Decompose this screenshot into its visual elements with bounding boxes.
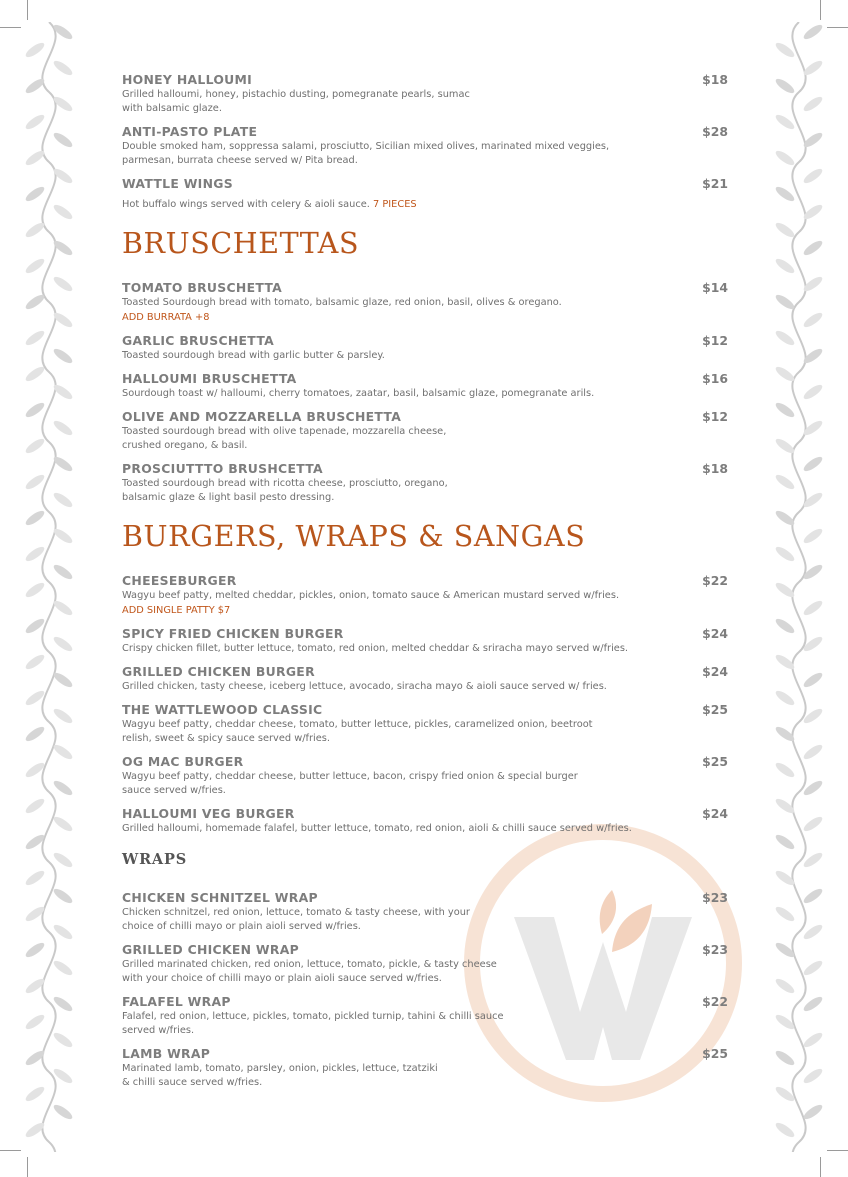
menu-item-price: $24 (702, 806, 728, 821)
top-items-list (122, 72, 728, 212)
menu-item-name: TOMATO BRUSCHETTA (122, 280, 283, 295)
vine-leaf (774, 184, 797, 203)
menu-item-name: GRILLED CHICKEN WRAP (122, 942, 299, 957)
vine-leaf (24, 184, 47, 203)
menu-item (122, 333, 728, 363)
vine-leaf (52, 1102, 75, 1121)
menu-item-header (122, 573, 728, 589)
menu-item-name: GARLIC BRUSCHETTA (122, 333, 275, 348)
menu-item (122, 702, 728, 746)
menu-item-description (122, 1010, 728, 1038)
vine-leaf (802, 454, 825, 473)
vine-leaf (52, 58, 75, 77)
menu-item-header (122, 890, 728, 906)
vine-leaf (774, 328, 797, 347)
menu-item-name: THE WATTLEWOOD CLASSIC (122, 702, 323, 717)
menu-item-description-text: Toasted Sourdough bread with tomato, balsamic glaze, red onion, basil, olives & oregano. (122, 297, 562, 308)
vine-leaf (774, 760, 797, 779)
vine-leaf (802, 1102, 825, 1121)
menu-item (122, 371, 728, 401)
menu-item (122, 994, 728, 1038)
vine-leaf (802, 382, 825, 401)
menu-item-header (122, 124, 728, 140)
menu-item-price: $18 (702, 72, 728, 87)
menu-item-price: $25 (702, 1046, 728, 1061)
menu-item-header (122, 409, 728, 425)
vine-leaf (802, 94, 825, 113)
menu-item-name: CHICKEN SCHNITZEL WRAP (122, 890, 318, 905)
menu-item-description-text: Sourdough toast w/ halloumi, cherry tomatoes, zaatar, basil, balsamic glaze, pomegranate arils. (122, 388, 595, 399)
vine-leaf (802, 310, 825, 329)
menu-item-name: HALLOUMI BRUSCHETTA (122, 371, 297, 386)
menu-item-header (122, 754, 728, 770)
menu-item (122, 754, 728, 798)
vine-stem (42, 22, 55, 1152)
vine-leaf (24, 580, 47, 599)
crop-mark (820, 1157, 821, 1177)
menu-item-description (122, 140, 728, 168)
vine-leaf (24, 436, 47, 455)
menu-item-name: HALLOUMI VEG BURGER (122, 806, 295, 821)
vine-leaf (52, 202, 75, 221)
vine-leaf (802, 886, 825, 905)
vine-leaf (802, 994, 825, 1013)
menu-item (122, 1046, 728, 1090)
menu-item-description-text: Toasted sourdough bread with olive tapenade, mozzarella cheese, crushed oregano, & basil. (122, 426, 447, 451)
vine-leaf (52, 958, 75, 977)
menu-item-header (122, 461, 728, 477)
menu-item-description (122, 906, 728, 934)
wraps-list (122, 890, 728, 1090)
vine-leaf (802, 22, 825, 41)
menu-item-name: CHEESEBURGER (122, 573, 237, 588)
vine-leaf (52, 670, 75, 689)
menu-item-description (122, 477, 728, 505)
menu-content (122, 72, 728, 1098)
vine-leaf (774, 688, 797, 707)
vine-leaf (52, 598, 75, 617)
menu-item-description-text: Hot buffalo wings served with celery & aioli sauce. (122, 199, 370, 210)
menu-item-description-text: Grilled halloumi, homemade falafel, butter lettuce, tomato, red onion, aioli & chilli sauce served w/fries. (122, 823, 632, 834)
menu-item-header (122, 626, 728, 642)
menu-item-description-text: Wagyu beef patty, cheddar cheese, tomato, butter lettuce, pickles, caramelized onion, beetroot relish, sweet & spicy sauce served w/fries. (122, 719, 593, 744)
section-title-bruschettas: BRUSCHETTAS (122, 227, 360, 260)
vine-leaf (24, 940, 47, 959)
vine-leaf (52, 778, 75, 797)
vine-leaf (774, 832, 797, 851)
menu-item (122, 890, 728, 934)
menu-item (122, 409, 728, 453)
vine-leaf (24, 40, 47, 59)
menu-item-tag: 7 PIECES (373, 199, 417, 210)
menu-item-price: $24 (702, 664, 728, 679)
menu-item (122, 461, 728, 505)
vine-leaf (802, 58, 825, 77)
vine-leaf (24, 508, 47, 527)
menu-item-header (122, 72, 728, 88)
menu-item-description-text: Wagyu beef patty, melted cheddar, pickles, onion, tomato sauce & American mustard served w/fries. (122, 590, 620, 601)
menu-item-description-text: Grilled chicken, tasty cheese, iceberg lettuce, avocado, siracha mayo & aioli sauce served w/ fries. (122, 681, 607, 692)
menu-item-price: $23 (702, 942, 728, 957)
vine-leaf (774, 364, 797, 383)
menu-item-description-text: Double smoked ham, soppressa salami, prosciutto, Sicilian mixed olives, marinated mixed veggies, parmesan, burrata cheese served w/ Pita bread. (122, 141, 610, 166)
vine-leaf (52, 706, 75, 725)
menu-item (122, 806, 728, 836)
menu-item-price: $21 (702, 176, 728, 191)
menu-item-price: $16 (702, 371, 728, 386)
menu-item-description (122, 589, 728, 603)
menu-item-name: FALAFEL WRAP (122, 994, 231, 1009)
vine-leaf (774, 1120, 797, 1139)
menu-item-price: $12 (702, 409, 728, 424)
section-title-wraps: WRAPS (122, 851, 187, 868)
crop-mark (827, 1150, 848, 1151)
crop-mark (820, 0, 821, 20)
menu-item-description (122, 822, 728, 836)
menu-item-price: $25 (702, 754, 728, 769)
vine-leaf (52, 1030, 75, 1049)
menu-item-description (122, 958, 728, 986)
menu-item-header (122, 280, 728, 296)
vine-leaf (52, 886, 75, 905)
vine-leaf (24, 400, 47, 419)
vine-leaf (52, 634, 75, 653)
menu-item-name: GRILLED CHICKEN BURGER (122, 664, 315, 679)
vine-leaf (24, 328, 47, 347)
menu-item-addon-note: ADD SINGLE PATTY $7 (122, 605, 231, 616)
vine-leaf (24, 472, 47, 491)
menu-item-price: $14 (702, 280, 728, 295)
vine-leaf (774, 616, 797, 635)
menu-item-description (122, 1062, 728, 1090)
vine-leaf (24, 796, 47, 815)
menu-item-description (122, 296, 728, 310)
menu-item-description (122, 680, 728, 694)
crop-mark (27, 0, 28, 20)
menu-item-header (122, 702, 728, 718)
vine-leaf (802, 1030, 825, 1049)
bruschettas-list (122, 280, 728, 505)
vine-leaf (24, 148, 47, 167)
vine-leaf (52, 814, 75, 833)
vine-leaf (52, 346, 75, 365)
menu-item-price: $28 (702, 124, 728, 139)
vine-leaf (774, 220, 797, 239)
crop-mark (827, 27, 848, 28)
menu-item-description (122, 88, 728, 116)
vine-leaf (802, 670, 825, 689)
menu-item-header (122, 664, 728, 680)
menu-item-header (122, 176, 728, 192)
vine-leaf (24, 364, 47, 383)
vine-leaf (802, 238, 825, 257)
vine-leaf (52, 274, 75, 293)
vine-leaf (774, 544, 797, 563)
menu-item-description-text: Toasted sourdough bread with ricotta cheese, prosciutto, oregano, balsamic glaze & light basil pesto dressing. (122, 478, 448, 503)
menu-item (122, 124, 728, 168)
menu-item-name: LAMB WRAP (122, 1046, 211, 1061)
menu-item-description (122, 642, 728, 656)
vine-leaf (52, 526, 75, 545)
menu-item-description-text: Marinated lamb, tomato, parsley, onion, pickles, lettuce, tzatziki & chilli sauce served w/fries. (122, 1063, 438, 1088)
vine-leaf (52, 850, 75, 869)
menu-item-header (122, 1046, 728, 1062)
vine-leaf (774, 472, 797, 491)
vine-leaf (802, 814, 825, 833)
menu-item-header (122, 333, 728, 349)
menu-item (122, 573, 728, 618)
vine-leaf (24, 1084, 47, 1103)
vine-leaf (774, 904, 797, 923)
menu-item-header (122, 994, 728, 1010)
menu-item-price: $24 (702, 626, 728, 641)
menu-item-price: $25 (702, 702, 728, 717)
menu-item-description (122, 770, 728, 798)
vine-leaf (802, 598, 825, 617)
vine-leaf (774, 292, 797, 311)
menu-item-price: $18 (702, 461, 728, 476)
menu-item-addon-note: ADD BURRATA +8 (122, 312, 210, 323)
vine-leaf (802, 166, 825, 185)
menu-item-header (122, 806, 728, 822)
vine-border-left-icon (18, 22, 80, 1152)
menu-item-price: $23 (702, 890, 728, 905)
menu-item (122, 942, 728, 986)
vine-leaf (774, 148, 797, 167)
vine-leaf (24, 868, 47, 887)
menu-item-name: PROSCIUTTTO BRUSHCETTA (122, 461, 323, 476)
vine-leaf (24, 256, 47, 275)
menu-item-name: OG MAC BURGER (122, 754, 244, 769)
menu-item (122, 280, 728, 325)
vine-leaf (774, 1048, 797, 1067)
vine-leaf (52, 130, 75, 149)
menu-item-price: $12 (702, 333, 728, 348)
menu-item-description-text: Wagyu beef patty, cheddar cheese, butter lettuce, bacon, crispy fried onion & special burger sauce served w/fries. (122, 771, 578, 796)
vine-leaf (774, 76, 797, 95)
menu-item-description-text: Falafel, red onion, lettuce, pickles, tomato, pickled turnip, tahini & chilli sauce served w/fries. (122, 1011, 504, 1036)
vine-stem (792, 22, 805, 1152)
menu-item-description (122, 198, 728, 212)
vine-leaf (24, 112, 47, 131)
vine-leaf (774, 976, 797, 995)
vine-leaf (24, 220, 47, 239)
menu-item-header (122, 942, 728, 958)
menu-item-description-text: Crispy chicken fillet, butter lettuce, tomato, red onion, melted cheddar & sriracha mayo served w/fries. (122, 643, 629, 654)
section-title-burgers: BURGERS, WRAPS & SANGAS (122, 520, 586, 553)
vine-leaf (802, 958, 825, 977)
vine-leaf (52, 742, 75, 761)
menu-item-description-text: Grilled halloumi, honey, pistachio dusting, pomegranate pearls, sumac with balsamic glaze. (122, 89, 470, 114)
menu-item-header (122, 371, 728, 387)
menu-item-description-text: Grilled marinated chicken, red onion, lettuce, tomato, pickle, & tasty cheese with your choice of chilli mayo or plain aioli sauce served w/fries. (122, 959, 497, 984)
menu-item (122, 72, 728, 116)
vine-leaf (802, 526, 825, 545)
menu-item (122, 626, 728, 656)
menu-item-description (122, 349, 728, 363)
vine-leaf (774, 112, 797, 131)
vine-leaf (24, 1012, 47, 1031)
menu-item-description (122, 425, 728, 453)
menu-item-description-text: Toasted sourdough bread with garlic butter & parsley. (122, 350, 385, 361)
vine-leaf (24, 652, 47, 671)
menu-item-price: $22 (702, 994, 728, 1009)
menu-item-name: OLIVE AND MOZZARELLA BRUSCHETTA (122, 409, 402, 424)
vine-leaf (24, 292, 47, 311)
menu-item (122, 176, 728, 212)
vine-leaf (774, 256, 797, 275)
menu-item-price: $22 (702, 573, 728, 588)
menu-item-description (122, 387, 728, 401)
vine-leaf (774, 436, 797, 455)
vine-leaf (24, 724, 47, 743)
vine-leaf (24, 76, 47, 95)
menu-item-name: ANTI-PASTO PLATE (122, 124, 258, 139)
crop-mark (27, 1157, 28, 1177)
vine-leaf (52, 562, 75, 581)
vine-leaf (802, 1066, 825, 1085)
vine-leaf (52, 490, 75, 509)
menu-item (122, 664, 728, 694)
burgers-list (122, 573, 728, 836)
menu-item-name: WATTLE WINGS (122, 176, 233, 191)
vine-leaf (774, 508, 797, 527)
menu-item-description (122, 718, 728, 746)
menu-item-description-text: Chicken schnitzel, red onion, lettuce, tomato & tasty cheese, with your choice of chilli mayo or plain aioli served w/fries. (122, 907, 470, 932)
vine-border-right-icon (768, 22, 830, 1152)
menu-item-name: SPICY FRIED CHICKEN BURGER (122, 626, 344, 641)
vine-leaf (802, 742, 825, 761)
vine-leaf (774, 400, 797, 419)
menu-item-name: HONEY HALLOUMI (122, 72, 253, 87)
vine-leaf (52, 418, 75, 437)
